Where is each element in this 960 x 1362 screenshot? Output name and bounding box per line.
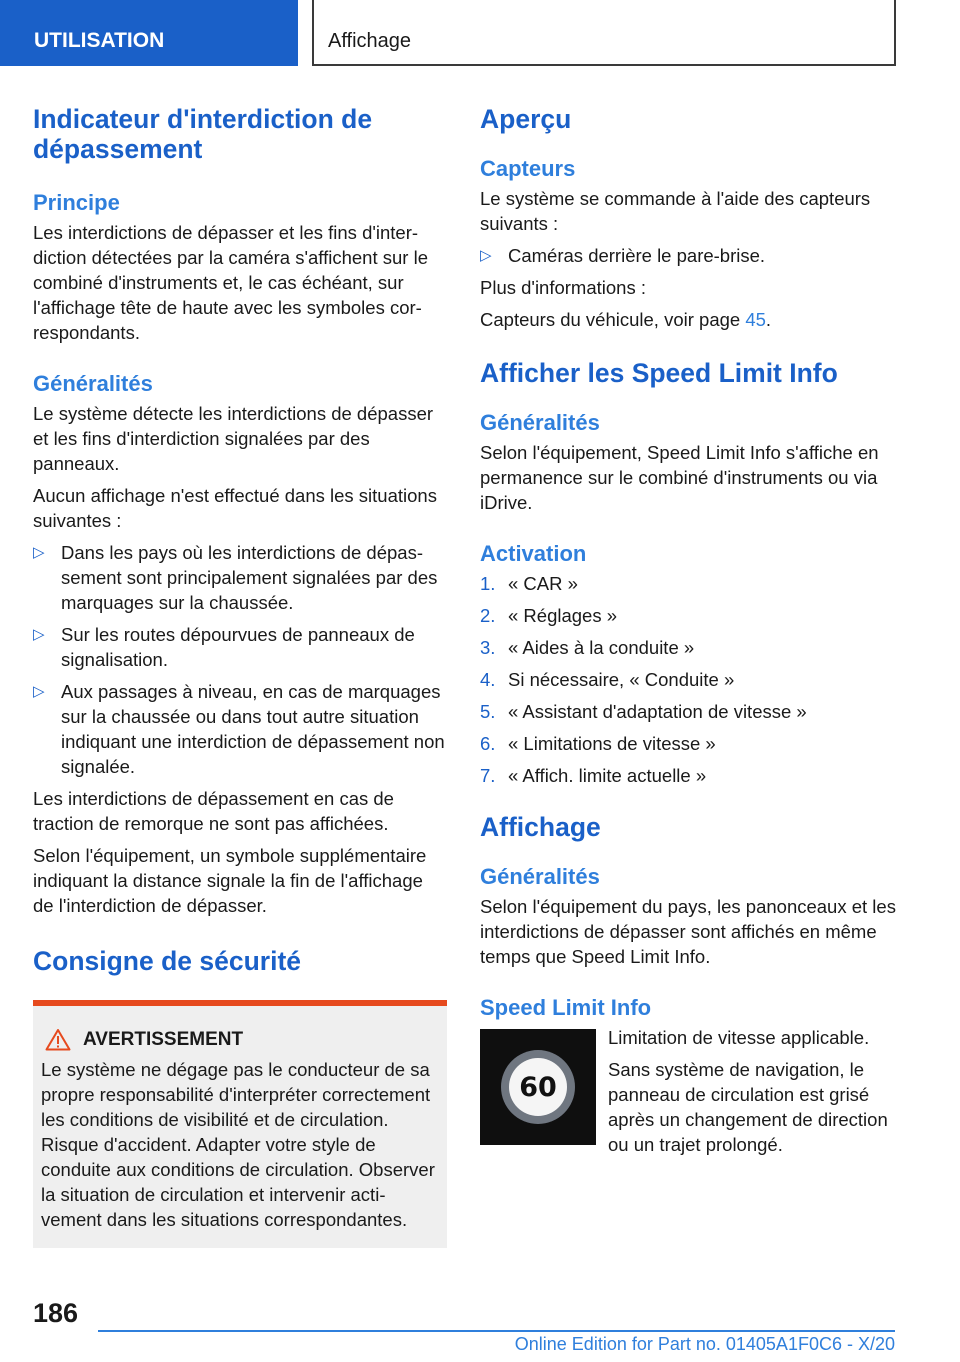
- step-text: « Réglages »: [508, 605, 618, 626]
- warning-text: Le système ne dégage pas le conducteur de sa propre responsabilité d'interpréter correctement les conditions de visibilité et de circulation. Risque d'accident. Adapter votre style de conduite aux conditions de circulation. Observer la situation de circulation et intervenir activement dans les situations correspondantes.: [41, 1059, 435, 1230]
- speed-limit-sign-ring: [501, 1050, 575, 1124]
- list-item: [33, 679, 447, 779]
- step-number: 3.: [480, 637, 496, 658]
- triangle-bullet-icon: ▷: [33, 544, 45, 561]
- principe-heading: Principe: [33, 190, 120, 215]
- right-column: [480, 100, 900, 1157]
- triangle-bullet-icon: ▷: [33, 683, 45, 700]
- capteurs-list: [480, 243, 900, 268]
- warning-triangle-icon: [45, 1028, 71, 1051]
- principe-text: Les interdictions de dépasser et les fins d'interdiction détectées par la caméra s'affichent sur le combiné d'instruments et, le cas échéant, sur l'affichage tête de haute avec les symboles correspondants.: [33, 222, 428, 343]
- capteurs-heading: Capteurs: [480, 156, 576, 181]
- list-item-text: Dans les pays où les interdictions de dépassement sont principalement signalées par des marquages sur la chaussée.: [61, 542, 438, 613]
- header-section-tab: UTILISATION: [0, 0, 298, 66]
- speed-limit-value: 60: [509, 1058, 567, 1116]
- page-link[interactable]: 45: [745, 309, 766, 330]
- sli-heading: Speed Limit Info: [480, 995, 652, 1020]
- generalites-text-3: Les interdictions de dépassement en cas de traction de remorque ne sont pas affichées.: [33, 788, 394, 834]
- header-subsection: Affichage: [312, 0, 896, 66]
- triangle-bullet-icon: ▷: [33, 626, 45, 643]
- warning-header: [41, 1028, 439, 1051]
- activation-heading: Activation: [480, 541, 587, 566]
- activation-steps: [480, 571, 900, 788]
- footer-edition: Online Edition for Part no. 01405A1F0C6 - X/20: [514, 1334, 895, 1354]
- reference-end: .: [765, 309, 772, 330]
- main-heading: Indicateur d'interdiction de dépassement: [33, 104, 373, 164]
- apercu-heading: Aperçu: [480, 104, 572, 134]
- footer-divider: [98, 1330, 895, 1332]
- warning-title: AVERTISSEMENT: [83, 1028, 244, 1050]
- list-item: [33, 622, 447, 672]
- step-item: [480, 571, 900, 596]
- generalites-heading: Généralités: [33, 371, 153, 396]
- step-number: 1.: [480, 573, 496, 594]
- situations-list: [33, 540, 447, 779]
- step-text: « Assistant d'adaptation de vitesse »: [508, 701, 807, 722]
- affichage-heading: Affichage: [480, 812, 601, 842]
- step-number: 6.: [480, 733, 496, 754]
- generalites-text-2: Aucun affichage n'est effectué dans les situations suivantes :: [33, 485, 437, 531]
- list-item: [480, 243, 900, 268]
- more-info-text: Plus d'informations :: [480, 277, 646, 298]
- step-item: [480, 699, 900, 724]
- step-item: [480, 763, 900, 788]
- step-text: « Aides à la conduite »: [508, 637, 695, 658]
- consigne-heading: Consigne de sécurité: [33, 946, 302, 976]
- list-item: [33, 540, 447, 615]
- step-number: 7.: [480, 765, 496, 786]
- step-text: « Limitations de vitesse »: [508, 733, 716, 754]
- sli-block: [480, 1025, 900, 1157]
- generalites-text-4: Selon l'équipement, un symbole supplémentaire indiquant la distance signale la fin de l'affichage de l'interdiction de dépasser.: [33, 845, 427, 916]
- sli-text-2: Sans système de navigation, le panneau de circulation est grisé après un changement de direction ou un trajet prolongé.: [608, 1059, 888, 1155]
- step-text: Si nécessaire, « Conduite »: [508, 669, 735, 690]
- step-text: « CAR »: [508, 573, 578, 594]
- step-item: [480, 603, 900, 628]
- reference-text: Capteurs du véhicule, voir page: [480, 309, 746, 330]
- capteurs-text: Le système se commande à l'aide des capteurs suivants :: [480, 188, 871, 234]
- afficher-generalites-text: Selon l'équipement, Speed Limit Info s'affiche en permanence sur le combiné d'instruments ou via iDrive.: [480, 442, 879, 513]
- list-item-text: Caméras derrière le pare-brise.: [508, 245, 766, 266]
- step-text: « Affich. limite actuelle »: [508, 765, 707, 786]
- left-column: [33, 100, 447, 1248]
- afficher-heading: Afficher les Speed Limit Info: [480, 358, 838, 388]
- step-item: [480, 731, 900, 756]
- step-number: 4.: [480, 669, 496, 690]
- warning-box: [33, 1000, 447, 1248]
- list-item-text: Aux passages à niveau, en cas de marquages sur la chaussée ou dans tout autre situation indiquant une interdiction de dépassement non signalée.: [61, 681, 445, 777]
- sli-text-1: Limitation de vitesse applicable.: [608, 1027, 870, 1048]
- generalites-text-1: Le système détecte les interdictions de dépasser et les fins d'interdiction signalées par des panneaux.: [33, 403, 434, 474]
- reference-line: [480, 307, 900, 332]
- step-number: 5.: [480, 701, 496, 722]
- page-number: 186: [33, 1298, 79, 1328]
- speed-limit-sign-image: [480, 1029, 596, 1145]
- sli-text: [608, 1025, 900, 1157]
- list-item-text: Sur les routes dépourvues de panneaux de signalisation.: [61, 624, 415, 670]
- affichage-generalites-heading: Généralités: [480, 864, 600, 889]
- afficher-generalites-heading: Généralités: [480, 410, 600, 435]
- triangle-bullet-icon: ▷: [480, 247, 492, 264]
- step-item: [480, 635, 900, 660]
- step-item: [480, 667, 900, 692]
- affichage-generalites-text: Selon l'équipement du pays, les panonceaux et les interdictions de dépasser sont affichés en même temps que Speed Limit Info.: [480, 896, 896, 967]
- step-number: 2.: [480, 605, 496, 626]
